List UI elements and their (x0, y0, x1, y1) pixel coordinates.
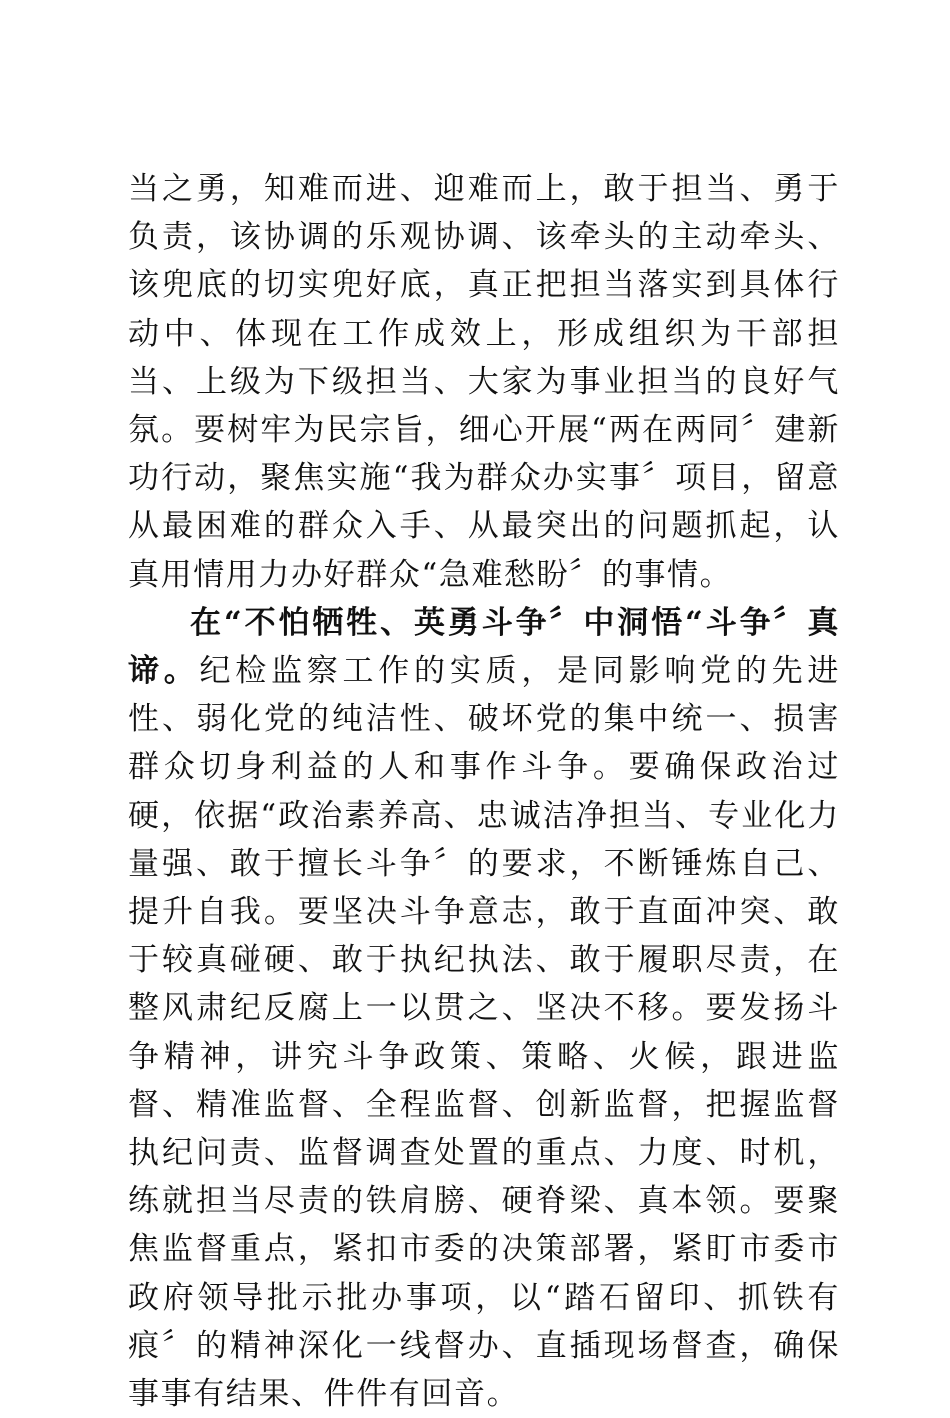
paragraph-text: 当之勇，知难而进、迎难而上，敢于担当、勇于负责，该协调的乐观协调、该牵头的主动牵头、该兜底的切实兜好底，真正把担当落实到具体行动中、体现在工作成效上，形成组织为干部担当、上级为下级担当、大家为事业担当的良好气氛。要树牢为民宗旨，细心开展“两在两同〞建新功行动，聚焦实施“我为群众办实事〞项目，留意从最困难的群众入手、从最突出的问题抓起，认真用情用力办好群众“急难愁盼〞的事情。 (128, 171, 840, 593)
document-body (128, 165, 840, 1418)
paragraph-struggle (128, 599, 840, 1418)
paragraph-continuation (128, 165, 840, 599)
paragraph-heading: 在“不怕牺牲、英勇斗争〞中洞悟“斗争〞真谛。 (128, 604, 840, 690)
paragraph-text: 纪检监察工作的实质，是同影响党的先进性、弱化党的纯洁性、破坏党的集中统一、损害群众切身利益的人和事作斗争。要确保政治过硬，依据“政治素养高、忠诚洁净担当、专业化力量强、敢于擅长斗争〞的要求，不断锤炼自己、提升自我。要坚决斗争意志，敢于直面冲突、敢于较真碰硬、敢于执纪执法、敢于履职尽责，在整风肃纪反腐上一以贯之、坚决不移。要发扬斗争精神，讲究斗争政策、策略、火候，跟进监督、精准监督、全程监督、创新监督，把握监督执纪问责、监督调查处置的重点、力度、时机，练就担当尽责的铁肩膀、硬脊梁、真本领。要聚焦监督重点，紧扣市委的决策部署，紧盯市委市政府领导批示批办事项，以“踏石留印、抓铁有痕〞的精神深化一线督办、直插现场督查，确保事事有结果、件件有回音。 (128, 653, 840, 1413)
